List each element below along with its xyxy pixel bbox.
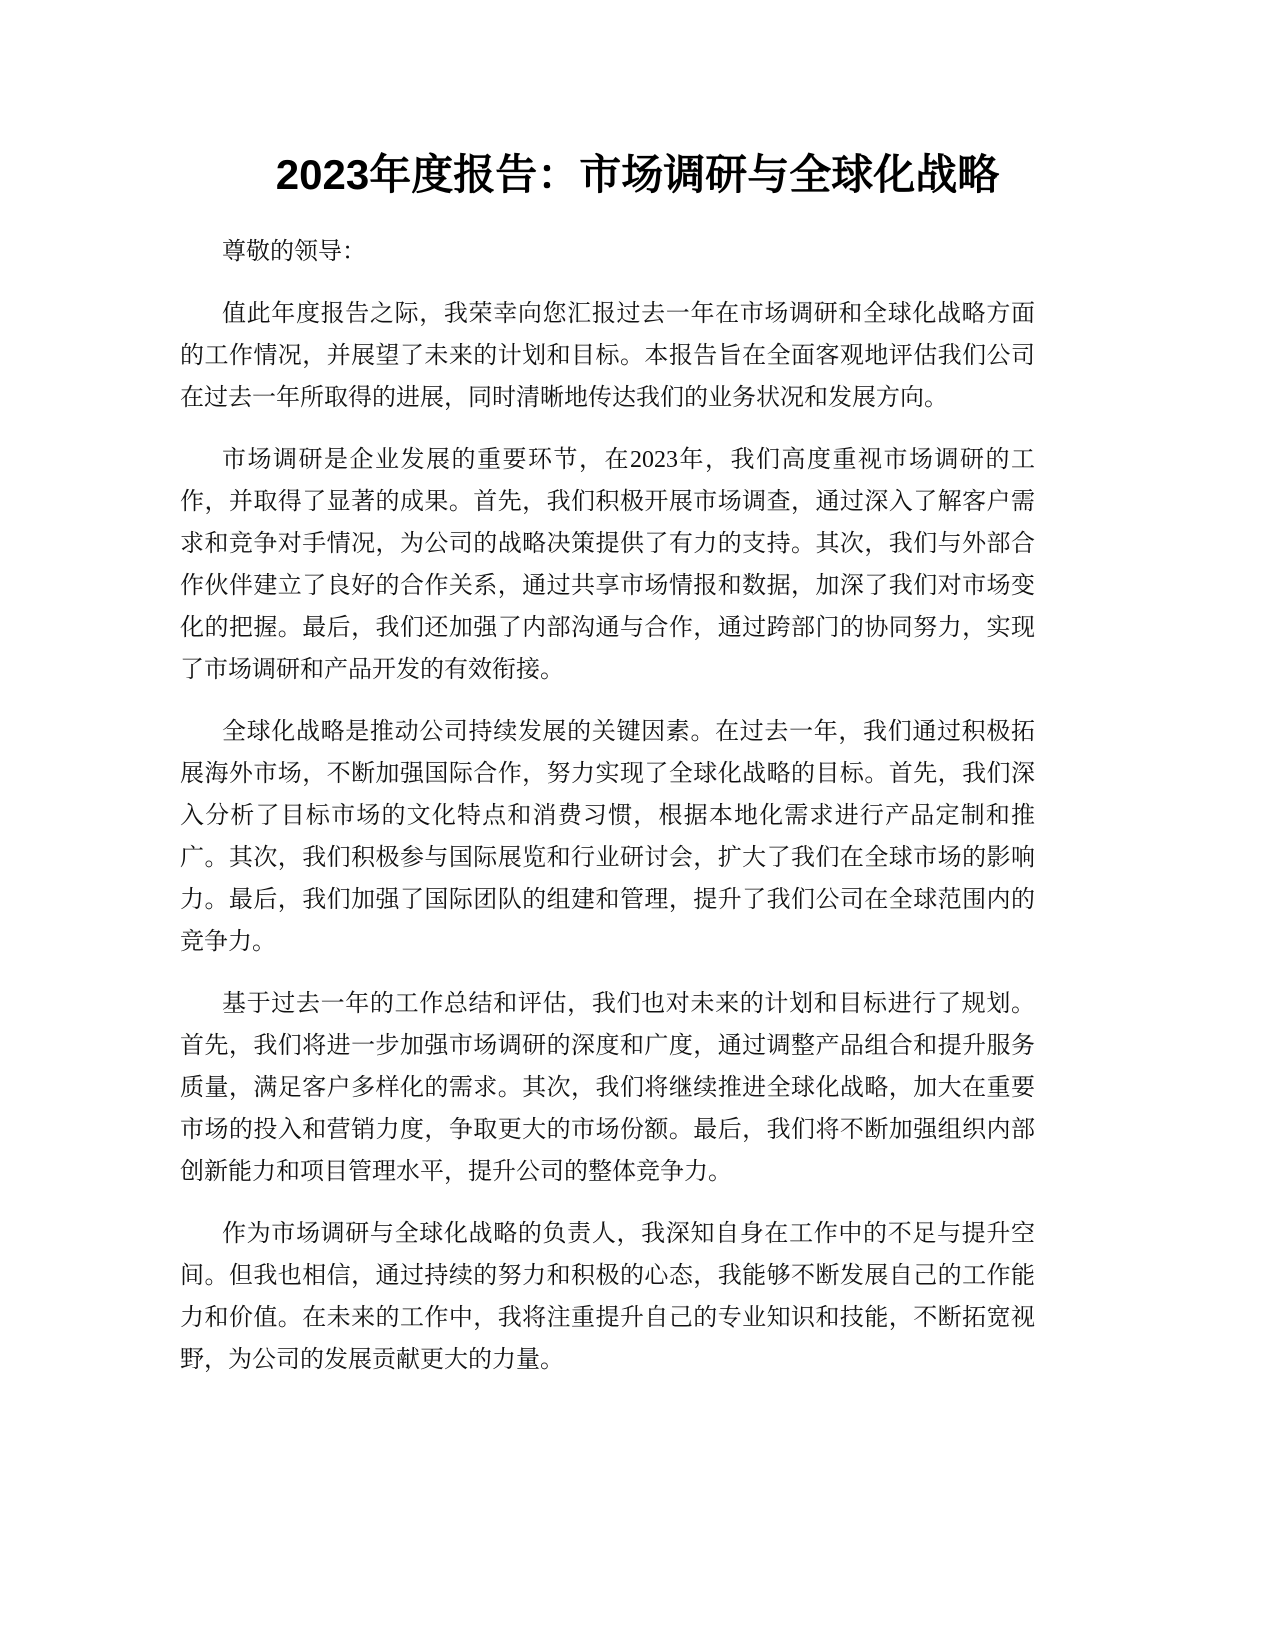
- paragraph-future-plans: 基于过去一年的工作总结和评估，我们也对未来的计划和目标进行了规划。首先，我们将进一步加强市场调研的深度和广度，通过调整产品组合和提升服务质量，满足客户多样化的需求。其次，我们将继续推进全球化战略，加大在重要市场的投入和营销力度，争取更大的市场份额。最后，我们将不断加强组织内部创新能力和项目管理水平，提升公司的整体竞争力。: [180, 991, 1035, 1185]
- paragraph-closing: 作为市场调研与全球化战略的负责人，我深知自身在工作中的不足与提升空间。但我也相信，通过持续的努力和积极的心态，我能够不断发展自己的工作能力和价值。在未来的工作中，我将注重提升自己的专业知识和技能，不断拓宽视野，为公司的发展贡献更大的力量。: [180, 1221, 1035, 1373]
- paragraph-market-research: 市场调研是企业发展的重要环节，在2023年，我们高度重视市场调研的工作，并取得了显著的成果。首先，我们积极开展市场调查，通过深入了解客户需求和竞争对手情况，为公司的战略决策提供了有力的支持。其次，我们与外部合作伙伴建立了良好的合作关系，通过共享市场情报和数据，加深了我们对市场变化的把握。最后，我们还加强了内部沟通与合作，通过跨部门的协同努力，实现了市场调研和产品开发的有效衔接。: [180, 447, 1035, 683]
- document-title: 2023年度报告：市场调研与全球化战略: [275, 151, 1000, 198]
- document-body: [180, 231, 1035, 1401]
- salutation: 尊敬的领导：: [222, 239, 366, 265]
- paragraph-globalization: 全球化战略是推动公司持续发展的关键因素。在过去一年，我们通过积极拓展海外市场，不断加强国际合作，努力实现了全球化战略的目标。首先，我们深入分析了目标市场的文化特点和消费习惯，根据本地化需求进行产品定制和推广。其次，我们积极参与国际展览和行业研讨会，扩大了我们在全球市场的影响力。最后，我们加强了国际团队的组建和管理，提升了我们公司在全球范围内的竞争力。: [180, 719, 1035, 955]
- paragraph-intro: 值此年度报告之际，我荣幸向您汇报过去一年在市场调研和全球化战略方面的工作情况，并展望了未来的计划和目标。本报告旨在全面客观地评估我们公司在过去一年所取得的进展，同时清晰地传达我们的业务状况和发展方向。: [180, 301, 1035, 411]
